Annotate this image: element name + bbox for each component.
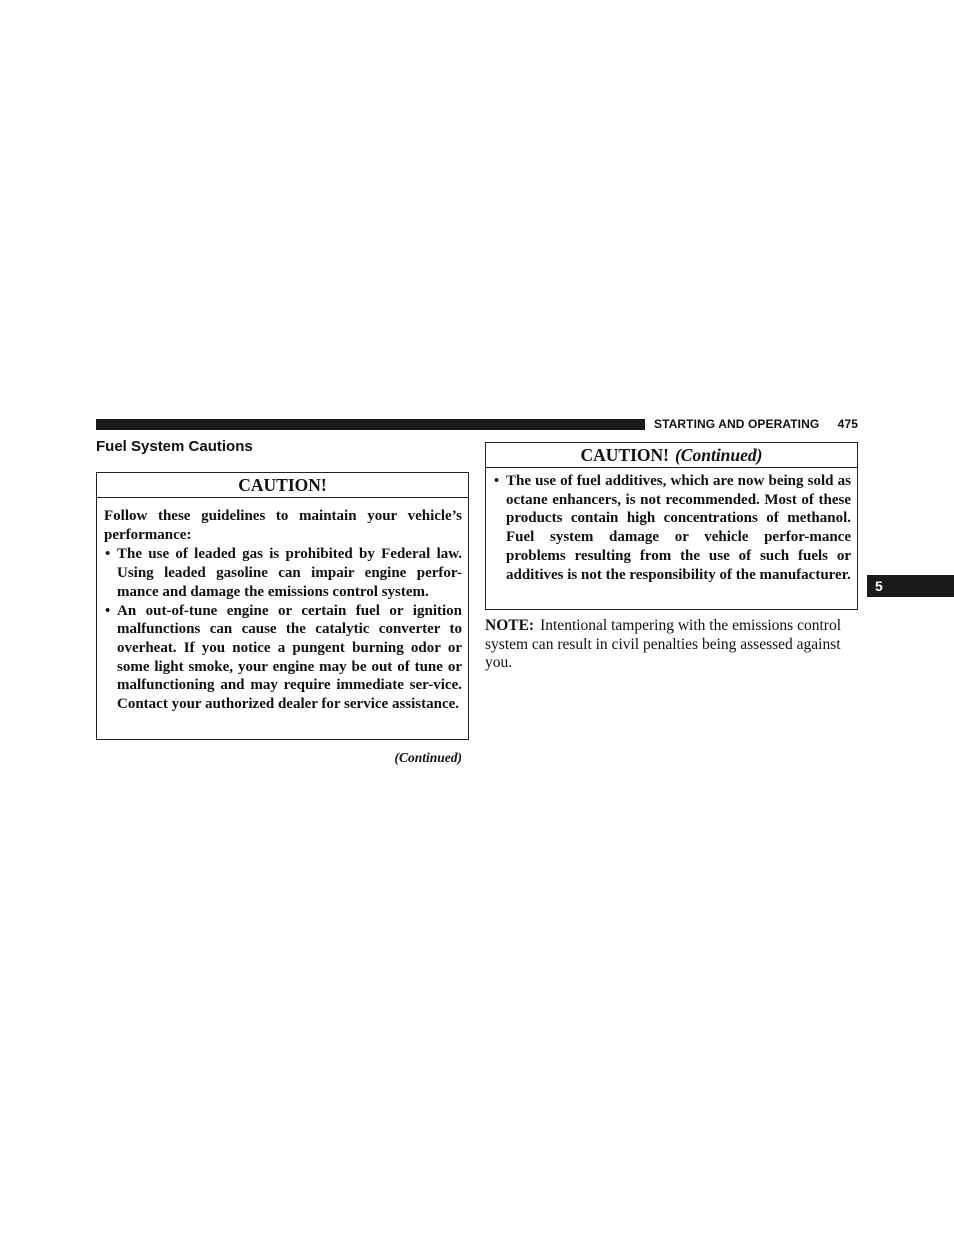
caution-body [97,498,468,720]
chapter-tab [867,575,954,597]
note-paragraph [485,617,858,673]
caution-title: CAUTION! [238,475,327,495]
caution-bullet-item [104,602,462,714]
caution-heading [486,443,857,468]
continued-label: (Continued) [394,750,462,765]
caution-intro: Follow these guidelines to maintain your vehicle’s performance: [104,508,462,543]
caution-title-suffix: (Continued) [674,445,763,465]
bullet-text: The use of leaded gas is prohibited by Federal law. Using leaded gasoline can impair engine perfor-mance and damage the emissions control system. [117,546,462,600]
header-rule [96,419,645,430]
caution-bullet-item [493,472,851,584]
caution-body [486,468,857,590]
bullet-icon: • [494,473,500,489]
bullet-icon: • [105,546,111,563]
bullet-icon: • [105,602,111,619]
caution-box-continued [485,442,858,610]
caution-bullet-item [104,545,462,601]
note-text: Intentional tampering with the emissions control system can result in civil penalties being assessed against you. [485,617,841,672]
header-section-title: STARTING AND OPERATING [654,417,820,431]
chapter-number: 5 [875,578,883,594]
note-label: NOTE: [485,617,535,634]
page-number: 475 [837,417,858,431]
running-header [654,417,858,431]
caution-heading [97,473,468,498]
caution-title: CAUTION! [580,445,669,465]
bullet-text: The use of fuel additives, which are now being sold as octane enhancers, is not recommended. Most of these products contain high concentrations of methanol. Fuel system damage or vehicle perfor-mance problems resulting from the use of such fuels or additives is not the responsibility of the manufacturer. [506,473,851,583]
bullet-text: An out-of-tune engine or certain fuel or ignition malfunctions can cause the catalytic converter to overheat. If you notice a pungent burning odor or some light smoke, your engine may be out of tune or malfunctioning and may require immediate ser-vice. Contact your authorized dealer for service assistance. [117,602,462,713]
section-title: Fuel System Cautions [96,438,253,455]
caution-box [96,472,469,740]
